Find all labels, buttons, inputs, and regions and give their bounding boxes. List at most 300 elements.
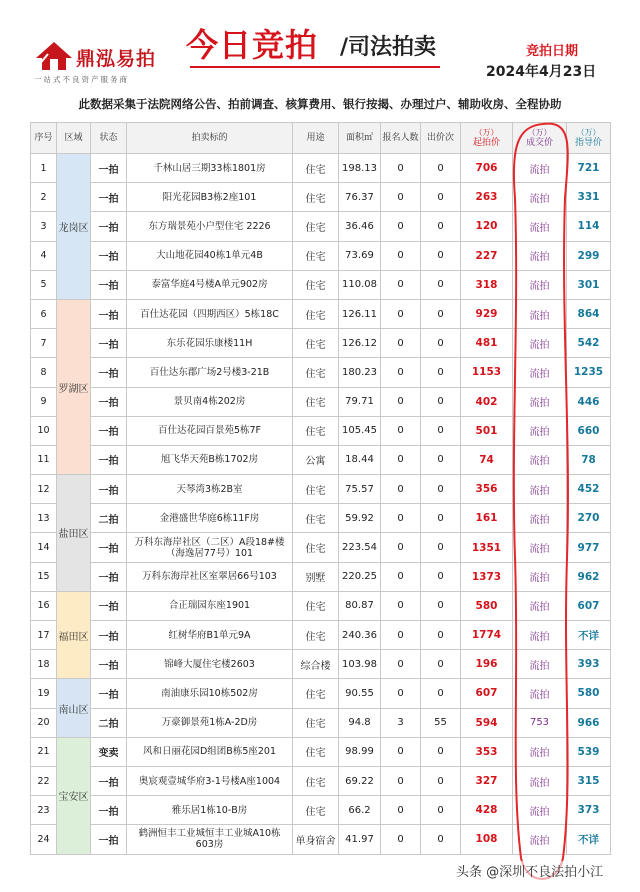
deal-unit: （万）	[527, 128, 552, 137]
row-status: 一拍	[91, 299, 127, 328]
row-area: 36.46	[339, 212, 381, 241]
row-bidders: 3	[381, 708, 421, 737]
row-start-price: 353	[461, 737, 513, 766]
row-start-price: 580	[461, 591, 513, 620]
table-row	[31, 358, 611, 387]
row-name: 鹤洲恒丰工业城恒丰工业城A10栋603房	[127, 825, 293, 854]
row-deal-price: 流拍	[513, 241, 567, 270]
col-bids: 出价次	[421, 123, 461, 154]
row-bidders: 0	[381, 825, 421, 854]
auction-date: 2024年4月23日	[486, 64, 597, 80]
row-ref-price: 607	[567, 591, 611, 620]
row-area: 18.44	[339, 445, 381, 474]
row-deal-price: 流拍	[513, 504, 567, 533]
row-status: 二拍	[91, 504, 127, 533]
row-ref-price: 不详	[567, 825, 611, 854]
row-bids: 0	[421, 212, 461, 241]
row-deal-price: 流拍	[513, 183, 567, 212]
col-idx: 序号	[31, 123, 57, 154]
row-deal-price: 流拍	[513, 387, 567, 416]
row-use: 住宅	[293, 183, 339, 212]
row-bids: 0	[421, 650, 461, 679]
row-idx: 3	[31, 212, 57, 241]
row-bids: 0	[421, 416, 461, 445]
row-area: 220.25	[339, 562, 381, 591]
row-area: 126.11	[339, 299, 381, 328]
row-bids: 0	[421, 504, 461, 533]
row-start-price: 327	[461, 766, 513, 795]
row-idx: 11	[31, 445, 57, 474]
row-deal-price: 753	[513, 708, 567, 737]
table-row	[31, 154, 611, 183]
row-bids: 0	[421, 387, 461, 416]
col-region: 区域	[57, 123, 91, 154]
row-bidders: 0	[381, 796, 421, 825]
row-deal-price: 流拍	[513, 358, 567, 387]
table-row	[31, 708, 611, 737]
table-row	[31, 445, 611, 474]
row-start-price: 594	[461, 708, 513, 737]
row-bidders: 0	[381, 591, 421, 620]
row-deal-price: 流拍	[513, 650, 567, 679]
row-status: 一拍	[91, 358, 127, 387]
row-bids: 0	[421, 621, 461, 650]
row-idx: 1	[31, 154, 57, 183]
row-name: 泰富华庭4号楼A单元902房	[127, 270, 293, 299]
row-ref-price: 966	[567, 708, 611, 737]
row-idx: 20	[31, 708, 57, 737]
row-bids: 0	[421, 533, 461, 562]
row-area: 105.45	[339, 416, 381, 445]
row-deal-price: 流拍	[513, 416, 567, 445]
row-start-price: 74	[461, 445, 513, 474]
table-row	[31, 416, 611, 445]
row-area: 126.12	[339, 329, 381, 358]
row-status: 一拍	[91, 154, 127, 183]
row-area: 80.87	[339, 591, 381, 620]
row-start-price: 929	[461, 299, 513, 328]
row-bids: 0	[421, 737, 461, 766]
page-title: 今日竞拍	[186, 26, 319, 64]
row-idx: 2	[31, 183, 57, 212]
region-cell: 南山区	[57, 679, 91, 737]
row-start-price: 108	[461, 825, 513, 854]
row-ref-price: 721	[567, 154, 611, 183]
row-idx: 22	[31, 766, 57, 795]
row-area: 79.71	[339, 387, 381, 416]
row-bidders: 0	[381, 387, 421, 416]
row-start-price: 402	[461, 387, 513, 416]
row-name: 奥宸观壹城华府3-1号楼A座1004	[127, 766, 293, 795]
row-status: 一拍	[91, 562, 127, 591]
start-unit: （万）	[474, 128, 499, 137]
row-idx: 18	[31, 650, 57, 679]
row-bidders: 0	[381, 562, 421, 591]
ref-label: 指导价	[574, 138, 602, 148]
row-idx: 6	[31, 299, 57, 328]
logo-slogan: 一站式不良资产服务商	[34, 75, 129, 84]
row-ref-price: 299	[567, 241, 611, 270]
region-cell: 福田区	[57, 591, 91, 679]
row-use: 住宅	[293, 475, 339, 504]
row-name: 景贝南4栋202房	[127, 387, 293, 416]
row-use: 住宅	[293, 504, 339, 533]
row-bidders: 0	[381, 299, 421, 328]
row-use: 住宅	[293, 358, 339, 387]
table-row	[31, 737, 611, 766]
row-status: 一拍	[91, 679, 127, 708]
auction-date-label: 竞拍日期	[526, 44, 579, 59]
row-status: 一拍	[91, 387, 127, 416]
row-bidders: 0	[381, 154, 421, 183]
row-deal-price: 流拍	[513, 562, 567, 591]
row-bidders: 0	[381, 533, 421, 562]
row-idx: 14	[31, 533, 57, 562]
row-use: 住宅	[293, 591, 339, 620]
row-bids: 0	[421, 825, 461, 854]
row-bidders: 0	[381, 679, 421, 708]
row-area: 94.8	[339, 708, 381, 737]
row-name: 天琴湾3栋2B室	[127, 475, 293, 504]
row-idx: 5	[31, 270, 57, 299]
col-bidders: 报名人数	[381, 123, 421, 154]
row-deal-price: 流拍	[513, 270, 567, 299]
table-row	[31, 183, 611, 212]
row-area: 75.57	[339, 475, 381, 504]
table-row	[31, 504, 611, 533]
col-start-price	[461, 123, 513, 154]
row-area: 98.99	[339, 737, 381, 766]
row-idx: 21	[31, 737, 57, 766]
row-use: 住宅	[293, 416, 339, 445]
row-bidders: 0	[381, 183, 421, 212]
row-bids: 0	[421, 299, 461, 328]
row-ref-price: 452	[567, 475, 611, 504]
row-bidders: 0	[381, 475, 421, 504]
row-idx: 16	[31, 591, 57, 620]
row-name: 百仕达花园（四期西区）5栋18C	[127, 299, 293, 328]
row-use: 住宅	[293, 387, 339, 416]
row-status: 一拍	[91, 270, 127, 299]
region-cell: 龙岗区	[57, 154, 91, 300]
row-use: 单身宿舍	[293, 825, 339, 854]
row-idx: 23	[31, 796, 57, 825]
table-row	[31, 241, 611, 270]
row-name: 大山地花园40栋1单元4B	[127, 241, 293, 270]
row-start-price: 196	[461, 650, 513, 679]
row-bids: 0	[421, 329, 461, 358]
row-use: 别墅	[293, 562, 339, 591]
row-deal-price: 流拍	[513, 212, 567, 241]
ref-unit: （万）	[576, 128, 601, 137]
company-logo	[30, 38, 180, 86]
row-deal-price: 流拍	[513, 154, 567, 183]
table-row	[31, 387, 611, 416]
table-row	[31, 766, 611, 795]
row-area: 240.36	[339, 621, 381, 650]
row-idx: 13	[31, 504, 57, 533]
row-ref-price: 580	[567, 679, 611, 708]
row-ref-price: 446	[567, 387, 611, 416]
table-row	[31, 621, 611, 650]
row-bids: 0	[421, 358, 461, 387]
table-row	[31, 650, 611, 679]
row-bidders: 0	[381, 621, 421, 650]
row-status: 一拍	[91, 766, 127, 795]
row-status: 一拍	[91, 796, 127, 825]
row-bids: 0	[421, 445, 461, 474]
row-ref-price: 393	[567, 650, 611, 679]
row-use: 住宅	[293, 679, 339, 708]
row-status: 一拍	[91, 825, 127, 854]
row-ref-price: 864	[567, 299, 611, 328]
row-use: 住宅	[293, 766, 339, 795]
row-bidders: 0	[381, 737, 421, 766]
row-ref-price: 962	[567, 562, 611, 591]
row-status: 一拍	[91, 416, 127, 445]
row-area: 66.2	[339, 796, 381, 825]
data-source-notice: 此数据采集于法院网络公告、拍前调查、核算费用、银行按揭、办理过户、辅助收房、全程协助	[78, 97, 562, 111]
row-ref-price: 660	[567, 416, 611, 445]
row-bids: 0	[421, 241, 461, 270]
table-row	[31, 299, 611, 328]
row-ref-price: 373	[567, 796, 611, 825]
row-use: 综合楼	[293, 650, 339, 679]
row-bidders: 0	[381, 416, 421, 445]
page-subtitle: /司法拍卖	[340, 35, 437, 60]
row-status: 一拍	[91, 445, 127, 474]
house-icon	[34, 40, 74, 72]
row-ref-price: 315	[567, 766, 611, 795]
col-area: 面积㎡	[339, 123, 381, 154]
row-status: 一拍	[91, 533, 127, 562]
row-area: 180.23	[339, 358, 381, 387]
table-row	[31, 270, 611, 299]
row-bids: 0	[421, 679, 461, 708]
watermark-footer: 头条 @深圳不良法拍小江	[452, 861, 607, 880]
row-deal-price: 流拍	[513, 825, 567, 854]
row-status: 一拍	[91, 650, 127, 679]
row-name: 金港盛世华庭6栋11F房	[127, 504, 293, 533]
row-status: 一拍	[91, 475, 127, 504]
row-bidders: 0	[381, 329, 421, 358]
row-start-price: 607	[461, 679, 513, 708]
row-idx: 15	[31, 562, 57, 591]
row-bids: 0	[421, 562, 461, 591]
row-bidders: 0	[381, 212, 421, 241]
row-start-price: 1153	[461, 358, 513, 387]
row-start-price: 1351	[461, 533, 513, 562]
row-use: 住宅	[293, 737, 339, 766]
row-area: 198.13	[339, 154, 381, 183]
row-name: 万科东海岸社区室翠居66号103	[127, 562, 293, 591]
row-start-price: 428	[461, 796, 513, 825]
auction-table	[30, 122, 611, 855]
row-area: 110.08	[339, 270, 381, 299]
row-area: 41.97	[339, 825, 381, 854]
col-ref-price	[567, 123, 611, 154]
logo-name: 鼎泓易拍	[76, 48, 157, 70]
row-ref-price: 270	[567, 504, 611, 533]
row-ref-price: 331	[567, 183, 611, 212]
row-use: 住宅	[293, 241, 339, 270]
region-cell: 罗湖区	[57, 299, 91, 474]
row-area: 59.92	[339, 504, 381, 533]
row-idx: 7	[31, 329, 57, 358]
row-use: 住宅	[293, 212, 339, 241]
row-name: 红树华府B1单元9A	[127, 621, 293, 650]
table-row	[31, 591, 611, 620]
row-bids: 0	[421, 270, 461, 299]
row-idx: 17	[31, 621, 57, 650]
row-status: 一拍	[91, 591, 127, 620]
row-use: 住宅	[293, 708, 339, 737]
row-deal-price: 流拍	[513, 445, 567, 474]
row-start-price: 1774	[461, 621, 513, 650]
row-ref-price: 78	[567, 445, 611, 474]
region-cell: 盐田区	[57, 475, 91, 592]
row-ref-price: 不详	[567, 621, 611, 650]
title-underline	[190, 66, 440, 68]
row-start-price: 501	[461, 416, 513, 445]
table-row	[31, 825, 611, 854]
row-start-price: 356	[461, 475, 513, 504]
row-use: 住宅	[293, 796, 339, 825]
row-start-price: 318	[461, 270, 513, 299]
region-cell: 宝安区	[57, 737, 91, 854]
row-deal-price: 流拍	[513, 796, 567, 825]
row-idx: 19	[31, 679, 57, 708]
col-use: 用途	[293, 123, 339, 154]
row-start-price: 263	[461, 183, 513, 212]
table-body	[31, 154, 611, 855]
row-start-price: 481	[461, 329, 513, 358]
col-deal-price	[513, 123, 567, 154]
row-use: 公寓	[293, 445, 339, 474]
row-deal-price: 流拍	[513, 679, 567, 708]
row-name: 万科东海岸社区（二区）A段18#楼（海逸居77号）101	[127, 533, 293, 562]
row-status: 一拍	[91, 621, 127, 650]
row-area: 73.69	[339, 241, 381, 270]
row-start-price: 706	[461, 154, 513, 183]
row-use: 住宅	[293, 621, 339, 650]
row-bids: 55	[421, 708, 461, 737]
row-status: 变卖	[91, 737, 127, 766]
header	[0, 0, 640, 96]
row-deal-price: 流拍	[513, 621, 567, 650]
row-name: 东方瑞景苑小户型住宅 2226	[127, 212, 293, 241]
row-status: 一拍	[91, 212, 127, 241]
row-status: 一拍	[91, 183, 127, 212]
row-name: 百仕达花园百景苑5栋7F	[127, 416, 293, 445]
row-ref-price: 1235	[567, 358, 611, 387]
row-bids: 0	[421, 591, 461, 620]
row-deal-price: 流拍	[513, 533, 567, 562]
row-name: 风和日丽花园D组团B栋5座201	[127, 737, 293, 766]
row-ref-price: 301	[567, 270, 611, 299]
row-area: 103.98	[339, 650, 381, 679]
row-bids: 0	[421, 796, 461, 825]
row-bidders: 0	[381, 504, 421, 533]
row-name: 锦峰大厦住宅楼2603	[127, 650, 293, 679]
row-idx: 12	[31, 475, 57, 504]
row-deal-price: 流拍	[513, 475, 567, 504]
table-row	[31, 796, 611, 825]
row-bidders: 0	[381, 270, 421, 299]
row-name: 万豪御景苑1栋A-2D房	[127, 708, 293, 737]
row-idx: 10	[31, 416, 57, 445]
row-deal-price: 流拍	[513, 299, 567, 328]
table-row	[31, 475, 611, 504]
row-idx: 8	[31, 358, 57, 387]
row-name: 合正瑞园东座1901	[127, 591, 293, 620]
row-status: 一拍	[91, 329, 127, 358]
row-area: 90.55	[339, 679, 381, 708]
row-bidders: 0	[381, 766, 421, 795]
row-ref-price: 542	[567, 329, 611, 358]
row-start-price: 1373	[461, 562, 513, 591]
row-area: 223.54	[339, 533, 381, 562]
col-name: 拍卖标的	[127, 123, 293, 154]
row-bids: 0	[421, 475, 461, 504]
row-bids: 0	[421, 183, 461, 212]
row-ref-price: 977	[567, 533, 611, 562]
row-bidders: 0	[381, 445, 421, 474]
row-bids: 0	[421, 154, 461, 183]
row-name: 东乐花园乐康楼11H	[127, 329, 293, 358]
table-row	[31, 679, 611, 708]
row-area: 69.22	[339, 766, 381, 795]
row-use: 住宅	[293, 533, 339, 562]
row-name: 雅乐居1栋10-B房	[127, 796, 293, 825]
row-idx: 9	[31, 387, 57, 416]
row-start-price: 227	[461, 241, 513, 270]
row-bids: 0	[421, 766, 461, 795]
row-name: 千林山居三期33栋1801房	[127, 154, 293, 183]
row-name: 阳光花园B3栋2座101	[127, 183, 293, 212]
row-start-price: 161	[461, 504, 513, 533]
table-row	[31, 562, 611, 591]
row-status: 二拍	[91, 708, 127, 737]
row-deal-price: 流拍	[513, 591, 567, 620]
row-use: 住宅	[293, 270, 339, 299]
row-deal-price: 流拍	[513, 737, 567, 766]
table-header	[31, 123, 611, 154]
row-use: 住宅	[293, 154, 339, 183]
row-deal-price: 流拍	[513, 766, 567, 795]
table-row	[31, 329, 611, 358]
row-bidders: 0	[381, 241, 421, 270]
row-idx: 4	[31, 241, 57, 270]
row-start-price: 120	[461, 212, 513, 241]
row-name: 旭飞华天苑B栋1702房	[127, 445, 293, 474]
deal-label: 成交价	[525, 138, 553, 148]
table-row	[31, 533, 611, 562]
row-area: 76.37	[339, 183, 381, 212]
row-bidders: 0	[381, 358, 421, 387]
row-use: 住宅	[293, 299, 339, 328]
row-deal-price: 流拍	[513, 329, 567, 358]
row-ref-price: 539	[567, 737, 611, 766]
row-idx: 24	[31, 825, 57, 854]
table-row	[31, 212, 611, 241]
col-status: 状态	[91, 123, 127, 154]
row-name: 百仕达东郡广场2号楼3-21B	[127, 358, 293, 387]
row-status: 一拍	[91, 241, 127, 270]
row-name: 南油康乐园10栋502房	[127, 679, 293, 708]
row-bidders: 0	[381, 650, 421, 679]
row-use: 住宅	[293, 329, 339, 358]
